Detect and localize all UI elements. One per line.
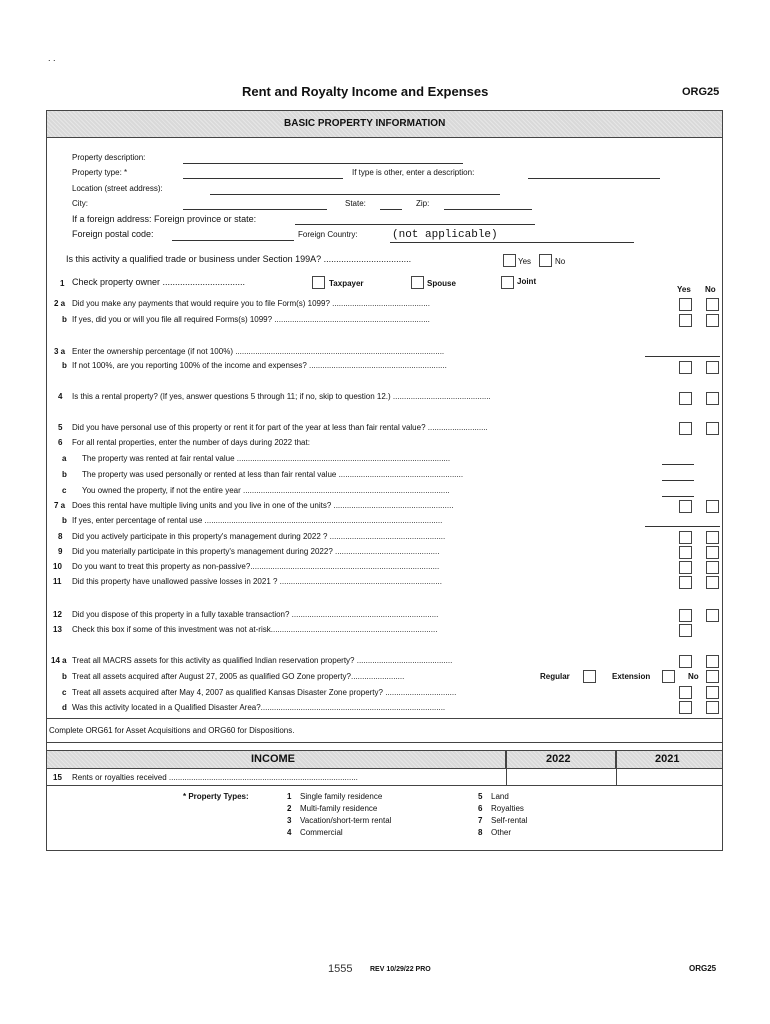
q4-no-checkbox[interactable] [706, 392, 719, 405]
property-type-label: Vacation/short-term rental [300, 816, 392, 825]
q199a-no-label: No [555, 257, 566, 266]
foreign-postal-field[interactable] [172, 240, 294, 241]
q1-num: 1 [60, 279, 65, 288]
foreign-address-label: If a foreign address: Foreign province or state: [72, 214, 257, 224]
q5-yes-checkbox[interactable] [679, 422, 692, 435]
q6a-days-field[interactable] [662, 464, 694, 465]
location-label: Location (street address): [72, 184, 163, 193]
q7a-yes-checkbox[interactable] [679, 500, 692, 513]
divider-after-note [46, 742, 723, 743]
q9-no-checkbox[interactable] [706, 546, 719, 559]
property-description-field[interactable] [183, 163, 463, 164]
q12-num: 12 [53, 610, 62, 619]
q7a-num: 7 a [54, 501, 66, 510]
q14c-text: Treat all assets acquired after May 4, 2007 as qualified Kansas Disaster Zone property? ................................ [72, 688, 457, 697]
state-field[interactable] [380, 209, 402, 210]
type-other-label: If type is other, enter a description: [352, 168, 475, 177]
q6c-num: c [62, 486, 67, 495]
q3b-no-checkbox[interactable] [706, 361, 719, 374]
q12-text: Did you dispose of this property in a fully taxable transaction? .................................................................. [72, 610, 439, 619]
col-yes-header: Yes [677, 285, 691, 294]
property-type-label: Multi-family residence [300, 804, 378, 813]
q8-no-checkbox[interactable] [706, 531, 719, 544]
property-type-label: Other [491, 828, 512, 837]
foreign-postal-label: Foreign postal code: [72, 229, 154, 239]
q14b-num: b [62, 672, 67, 681]
q10-yes-checkbox[interactable] [679, 561, 692, 574]
q6a-num: a [62, 454, 67, 463]
q2a-yes-checkbox[interactable] [679, 298, 692, 311]
property-type-num: 8 [478, 828, 483, 837]
q5-no-checkbox[interactable] [706, 422, 719, 435]
q4-text: Is this a rental property? (If yes, answer questions 5 through 11; if no, skip to question 12.) ............................................ [72, 392, 491, 401]
q3b-num: b [62, 361, 67, 370]
property-type-label: Single family residence [300, 792, 383, 801]
q3b-yes-checkbox[interactable] [679, 361, 692, 374]
q6a-text: The property was rented at fair rental value ................................................................................................ [82, 454, 451, 463]
q9-text: Did you materially participate in this property's management during 2022? ............................................... [72, 547, 440, 556]
property-type-label: Land [491, 792, 509, 801]
q2b-yes-checkbox[interactable] [679, 314, 692, 327]
income-title: INCOME [251, 753, 295, 765]
property-type-num: 5 [478, 792, 483, 801]
q7b-percentage-field[interactable] [645, 526, 720, 527]
owner-taxpayer-label: Taxpayer [329, 279, 364, 288]
q199a-yes-label: Yes [518, 257, 532, 266]
divider-before-note [46, 718, 723, 719]
foreign-country-value: (not applicable) [392, 229, 498, 241]
q199a-yes-checkbox[interactable] [503, 254, 516, 267]
owner-spouse-label: Spouse [427, 279, 456, 288]
q14d-text: Was this activity located in a Qualified Disaster Area?................................................................................... [72, 703, 446, 712]
q6-text: For all rental properties, enter the number of days during 2022 that: [72, 438, 310, 447]
q6c-days-field[interactable] [662, 496, 694, 497]
owner-joint-checkbox[interactable] [501, 276, 514, 289]
page-title: Rent and Royalty Income and Expenses [242, 84, 489, 99]
q14d-no-checkbox[interactable] [706, 701, 719, 714]
property-types-label: * Property Types: [183, 792, 249, 801]
q14a-yes-checkbox[interactable] [679, 655, 692, 668]
rents-2022-field[interactable] [507, 770, 615, 784]
q8-num: 8 [58, 532, 63, 541]
q11-yes-checkbox[interactable] [679, 576, 692, 589]
city-label: City: [72, 199, 88, 208]
q4-yes-checkbox[interactable] [679, 392, 692, 405]
property-type-num: 4 [287, 828, 292, 837]
q9-yes-checkbox[interactable] [679, 546, 692, 559]
complete-note: Complete ORG61 for Asset Acquisitions and ORG60 for Dispositions. [49, 726, 295, 735]
form-code: ORG25 [682, 86, 720, 98]
foreign-country-field[interactable] [390, 242, 634, 243]
q14b-regular-checkbox[interactable] [583, 670, 596, 683]
owner-spouse-checkbox[interactable] [411, 276, 424, 289]
q4-num: 4 [58, 392, 63, 401]
q7b-num: b [62, 516, 67, 525]
property-type-num: 3 [287, 816, 292, 825]
owner-joint-label: Joint [517, 277, 537, 286]
q8-yes-checkbox[interactable] [679, 531, 692, 544]
section-basic-title: BASIC PROPERTY INFORMATION [284, 118, 446, 129]
q14a-text: Treat all MACRS assets for this activity as qualified Indian reservation property? ........................................... [72, 656, 453, 665]
row15-num: 15 [53, 773, 62, 782]
property-type-label: Property type: * [72, 168, 128, 177]
q3a-text: Enter the ownership percentage (if not 100%) .............................................................................................. [72, 347, 445, 356]
q14d-num: d [62, 703, 67, 712]
q9-num: 9 [58, 547, 63, 556]
footer-page-number: 1555 [328, 963, 353, 975]
header-dots: . . [48, 53, 56, 63]
q10-text: Do you want to treat this property as non-passive?..................................................................................... [72, 562, 440, 571]
q199a-text: Is this activity a qualified trade or business under Section 199A? ................................... [66, 254, 412, 264]
property-type-num: 2 [287, 804, 292, 813]
q14c-yes-checkbox[interactable] [679, 686, 692, 699]
q14b-no-checkbox[interactable] [706, 670, 719, 683]
row15-text: Rents or royalties received ..................................................................................... [72, 773, 358, 782]
footer-revision: REV 10/29/22 PRO [370, 966, 431, 973]
property-type-label: Commercial [300, 828, 343, 837]
q2a-no-checkbox[interactable] [706, 298, 719, 311]
q13-num: 13 [53, 625, 62, 634]
q14b-regular-label: Regular [540, 672, 570, 681]
q7a-text: Does this rental have multiple living units and you live in one of the units? ...................................................... [72, 501, 454, 510]
q14a-num: 14 a [51, 656, 67, 665]
q7a-no-checkbox[interactable] [706, 500, 719, 513]
property-type-label: Self-rental [491, 816, 528, 825]
rents-2021-field[interactable] [617, 770, 722, 784]
footer-form-code: ORG25 [689, 964, 717, 973]
state-label: State: [345, 199, 366, 208]
q8-text: Did you actively participate in this property's management during 2022 ? .................................................... [72, 532, 446, 541]
q14b-text: Treat all assets acquired after August 27, 2005 as qualified GO Zone property?........................ [72, 672, 405, 681]
q7b-text: If yes, enter percentage of rental use ........................................................................................................... [72, 516, 443, 525]
q14b-no-label: No [688, 672, 699, 681]
zip-field[interactable] [444, 209, 532, 210]
q10-num: 10 [53, 562, 62, 571]
q6-num: 6 [58, 438, 63, 447]
property-type-num: 6 [478, 804, 483, 813]
property-type-label: Royalties [491, 804, 524, 813]
q14b-extension-checkbox[interactable] [662, 670, 675, 683]
q6b-num: b [62, 470, 67, 479]
property-type-num: 7 [478, 816, 483, 825]
q12-yes-checkbox[interactable] [679, 609, 692, 622]
q3b-text: If not 100%, are you reporting 100% of the income and expenses? .............................................................. [72, 361, 447, 370]
income-year-2022: 2022 [546, 753, 571, 765]
q14c-no-checkbox[interactable] [706, 686, 719, 699]
q14d-yes-checkbox[interactable] [679, 701, 692, 714]
q2b-text: If yes, did you or will you file all required Forms(s) 1099? ...................................................................... [72, 315, 430, 324]
q3a-percentage-field[interactable] [645, 356, 720, 357]
property-type-field[interactable] [183, 178, 343, 179]
q199a-no-checkbox[interactable] [539, 254, 552, 267]
q6c-text: You owned the property, if not the entire year ............................................................................................. [82, 486, 450, 495]
q2a-text: Did you make any payments that would require you to file Form(s) 1099? ............................................ [72, 299, 430, 308]
q5-num: 5 [58, 423, 63, 432]
q3a-num: 3 a [54, 347, 66, 356]
q10-no-checkbox[interactable] [706, 561, 719, 574]
col-no-header: No [705, 285, 716, 294]
type-other-field[interactable] [528, 178, 660, 179]
q14a-no-checkbox[interactable] [706, 655, 719, 668]
q12-no-checkbox[interactable] [706, 609, 719, 622]
q6b-text: The property was used personally or rented at less than fair rental value ........................................................ [82, 470, 464, 479]
foreign-country-label: Foreign Country: [298, 230, 358, 239]
q2b-no-checkbox[interactable] [706, 314, 719, 327]
property-description-label: Property description: [72, 153, 146, 162]
property-type-num: 1 [287, 792, 292, 801]
income-year-2021: 2021 [655, 753, 680, 765]
q1-text: Check property owner ................................. [72, 277, 246, 287]
income-bottom-rule [46, 785, 723, 786]
q2a-num: 2 a [54, 299, 66, 308]
location-field[interactable] [210, 194, 500, 195]
q2b-num: b [62, 315, 67, 324]
q13-text: Check this box if some of this investment was not at-risk........................................................................... [72, 625, 438, 634]
q11-text: Did this property have unallowed passive losses in 2021 ? ......................................................................... [72, 577, 442, 586]
q6b-days-field[interactable] [662, 480, 694, 481]
q14b-extension-label: Extension [612, 672, 651, 681]
owner-taxpayer-checkbox[interactable] [312, 276, 325, 289]
city-field[interactable] [183, 209, 327, 210]
q11-num: 11 [53, 577, 62, 586]
q13-checkbox[interactable] [679, 624, 692, 637]
zip-label: Zip: [416, 199, 430, 208]
q5-text: Did you have personal use of this property or rent it for part of the year at less than fair rental value? ........................... [72, 423, 488, 432]
foreign-province-field[interactable] [295, 224, 535, 225]
q11-no-checkbox[interactable] [706, 576, 719, 589]
q14c-num: c [62, 688, 67, 697]
